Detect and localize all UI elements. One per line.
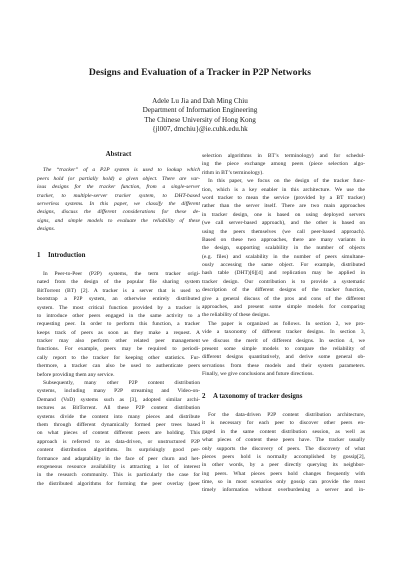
body-line: the design, supporting scalability in the number of objects xyxy=(202,245,365,252)
section-title: Introduction xyxy=(48,251,86,259)
body-line: approach is referred to as data-driven, or unstructured P2P xyxy=(37,438,200,445)
paper-title: Designs and Evaluation of a Tracker in P2P Networks xyxy=(88,67,312,78)
body-line: (we call server-based approach), and the other is based on xyxy=(202,220,365,227)
body-line: Finally, we give conclusions and future directions. xyxy=(202,371,314,378)
body-line: selection algorithms in BT’s terminology) and for schedul- xyxy=(202,153,365,159)
body-line: using the peers themselves (we call peer-based approach). xyxy=(202,228,365,235)
author-names: Adele Lu Jia and Dah Ming Chiu xyxy=(152,97,248,105)
section-title: A taxonomy of tracker designs xyxy=(213,392,303,400)
body-line: rithm in BT’s terminology). xyxy=(202,169,264,176)
body-line: In this paper, we focus on the design of the tracker func- xyxy=(208,178,365,185)
body-line: tracker may also perform other related peer management xyxy=(37,338,200,345)
body-line: ing the piece exchange among peers (piece selection algo- xyxy=(202,161,365,168)
body-line: rather than the server itself. There are two main approaches xyxy=(202,203,365,210)
author-department: Department of Information Engineering xyxy=(142,106,258,115)
body-line: ing peers. What pieces peers hold changes frequently with xyxy=(202,470,365,477)
body-line: before providing them any service. xyxy=(37,371,115,378)
body-line: timely information without overburdening a server and in- xyxy=(202,487,365,494)
section-number: 2 xyxy=(202,392,206,400)
body-line: Based on these two approaches, there are many variants in xyxy=(202,236,365,243)
body-line: functions. For example, peers may be required to periodi- xyxy=(37,346,200,353)
intro-paragraph-4 xyxy=(202,320,365,379)
abstract-heading: Abstract xyxy=(105,151,132,158)
body-line: in tracker design, one is based on using deployed servers xyxy=(202,211,365,218)
body-line: in other words, by a peer directly querying its neighbor- xyxy=(202,462,365,469)
body-line: the reliability of these designs. xyxy=(202,312,270,319)
body-line: tracker design. Our contribution is to provide a systematic xyxy=(202,278,365,285)
body-line: For the data-driven P2P content distribution architecture, xyxy=(208,411,365,418)
section-number: 1 xyxy=(37,251,41,259)
intro-paragraph-1 xyxy=(37,270,200,379)
body-line: it is necessary for each peer to discover other peers en- xyxy=(202,420,365,427)
abstract-line: designs. xyxy=(37,226,56,233)
author-block xyxy=(0,97,400,135)
abstract-line: ious designs for the tracker function, from a single-server xyxy=(37,184,200,191)
abstract-line: serverless systems. In this paper, we classify the different xyxy=(37,200,200,207)
abstract-line: designs, discuss the different considerations for these de- xyxy=(37,209,200,216)
body-line: present some simple models to compare the reliability of xyxy=(202,345,365,352)
body-line: in the research community. This is particularly the case for xyxy=(37,472,200,479)
body-line: systems divide the content into many pieces and distribute xyxy=(37,413,200,420)
author-emails: {jl007, dmchiu}@ie.cuhk.edu.hk xyxy=(152,125,248,134)
body-line: system. The most critical function provided by a tracker is xyxy=(37,304,200,311)
body-line: formance and adaptability in the face of peer churn and het- xyxy=(37,455,200,462)
section-1-heading xyxy=(37,252,200,260)
body-line: them through different dynamically formed peer trees based xyxy=(37,421,200,428)
body-line: Subsequently, many other P2P content distribution xyxy=(43,380,200,387)
body-line: erogeneous resource availability is attracting a lot of interest xyxy=(37,463,200,470)
body-line: only supports the discovery of peers. The discovery of what xyxy=(202,445,365,452)
body-line: Demand (VoD) systems such as [3], adopted similar archi- xyxy=(37,396,200,403)
body-line: time, so in most scenarios only gossip can provide the most xyxy=(202,479,365,486)
body-line: content distribution algorithms. Its surprisingly good per- xyxy=(37,447,200,454)
body-line: word tracker to mean the service (provided by a BT tracker) xyxy=(202,194,365,201)
abstract-line: The “tracker” of a P2P system is used to lookup which xyxy=(43,167,200,174)
body-line: the distributed algorithms for forming the peer overlay (peer xyxy=(37,480,200,487)
section-2-heading xyxy=(202,393,365,401)
body-line: keeps track of peers as soon as they make a request. A xyxy=(37,329,200,336)
body-line: servations from these models and their system parameters. xyxy=(202,362,365,369)
abstract-line: signs, and simple models to evaluate the reliability of these xyxy=(37,217,200,224)
right-column xyxy=(202,152,365,495)
author-university: The Chinese University of Hong Kong xyxy=(144,115,256,124)
body-line: different designs quantitatively, and derive some general ob- xyxy=(202,354,365,361)
body-line: to introduce other peers engaged in the same activity to a xyxy=(37,312,200,319)
body-line: give a general discuss of the pros and cons of the different xyxy=(202,295,365,302)
section-2-paragraph xyxy=(202,411,365,495)
intro-paragraph-2 xyxy=(37,379,200,488)
body-line: BitTorrent (BT) [2]. A tracker is a server that is used to xyxy=(37,287,200,294)
body-line: thermore, a tracker can also be used to authenticate peers xyxy=(37,363,200,370)
body-line: ously accessing the same object. For example, distributed xyxy=(202,262,365,269)
body-line: nated from the design of the popular file sharing system xyxy=(37,279,200,286)
body-line: tion, which is a key enabler in this architecture. We use the xyxy=(202,186,365,193)
body-line: pieces peers hold is normally accomplished by gossip[2], xyxy=(202,453,365,460)
body-line: gaged in the same content distribution session, as well as xyxy=(202,428,365,435)
body-line: (e.g. files) and scalability in the number of peers simultane- xyxy=(202,253,365,260)
body-line: systems, including many P2P streaming and Video-on- xyxy=(37,388,200,395)
body-line: approaches, and present some simple models for comparing xyxy=(202,304,365,311)
body-line: cally report to the tracker for keeping other statistics. Fur- xyxy=(37,354,200,361)
body-line: In Peer-to-Peer (P2P) systems, the term tracker origi- xyxy=(43,270,200,277)
intro-paragraph-2-continued xyxy=(202,152,365,177)
body-line: on what pieces of content different peers are holding. This xyxy=(37,430,200,437)
body-line: vide a taxonomy of different tracker designs. In section 3, xyxy=(202,329,365,336)
body-line: tectures as BitTorrent. All these P2P content distribution xyxy=(37,405,200,412)
body-line: The paper is organized as follows. In section 2, we pro- xyxy=(208,320,365,327)
body-line: hash table (DHT)[6][4] and replication may be applied in xyxy=(202,270,365,277)
intro-paragraph-3 xyxy=(202,177,365,320)
abstract-line: tracker, to multiple-server tracker system, to DHT-based xyxy=(37,192,200,199)
abstract-line: peers hold (or partially hold) a given object. There are var- xyxy=(37,175,200,182)
abstract-body xyxy=(37,166,200,233)
body-line: what pieces of content these peers have. The tracker usually xyxy=(202,437,365,444)
body-line: description of the different designs of the tracker function, xyxy=(202,287,365,294)
left-column xyxy=(37,151,200,488)
body-line: requesting peer. In order to perform this function, a tracker xyxy=(37,321,200,328)
body-line: we discuss the merit of different designs. In section 4, we xyxy=(202,337,365,344)
body-line: bootstrap a P2P system, an otherwise entirely distributed xyxy=(37,296,200,303)
